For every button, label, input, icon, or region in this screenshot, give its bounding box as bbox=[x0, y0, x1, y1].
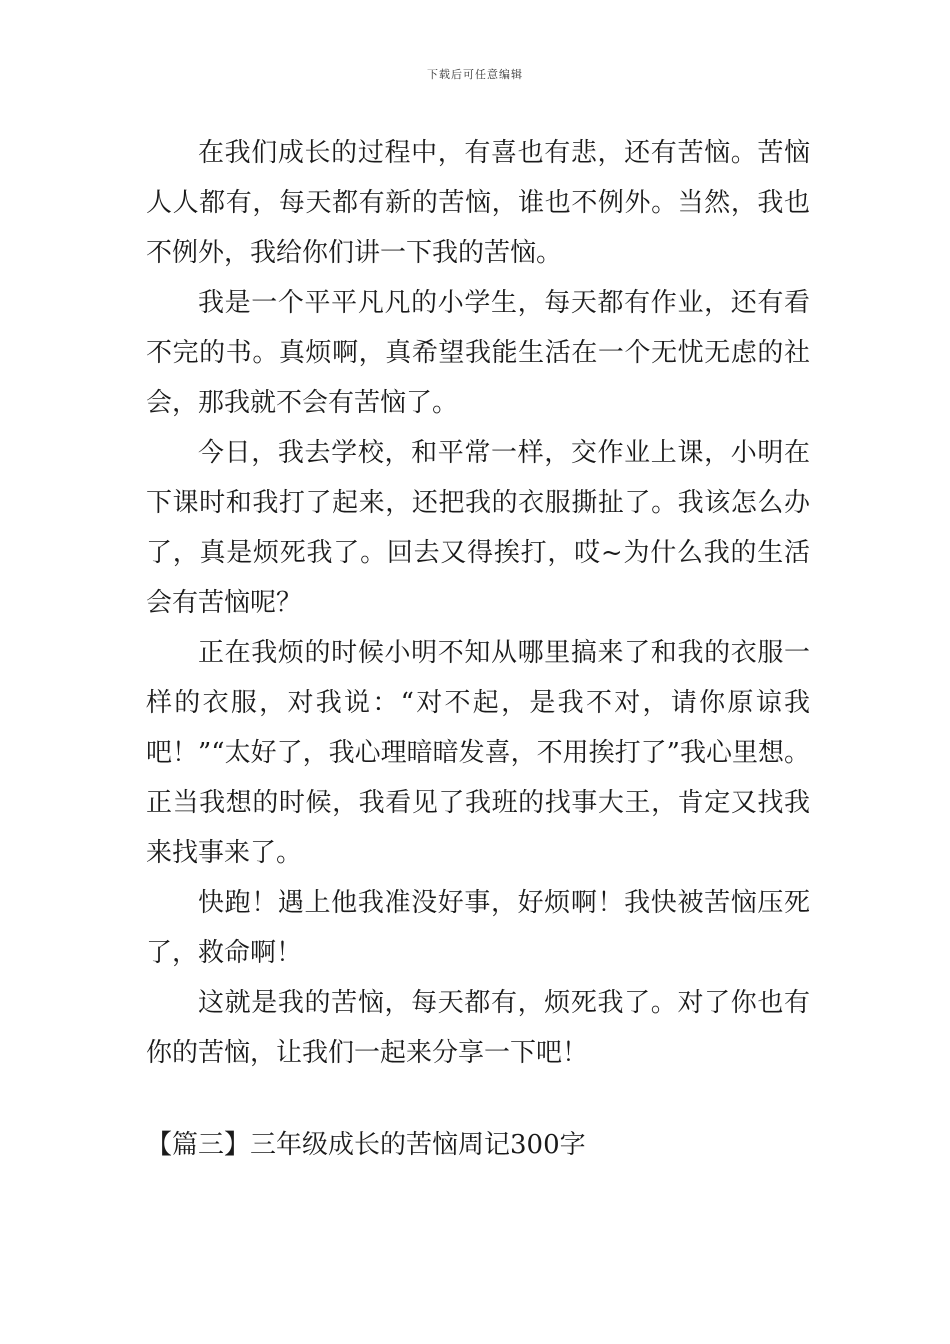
paragraph: 在我们成长的过程中，有喜也有悲，还有苦恼。苦恼人人都有，每天都有新的苦恼，谁也不例外。当然，我也不例外，我给你们讲一下我的苦恼。 bbox=[146, 138, 810, 268]
paragraph: 我是一个平平凡凡的小学生，每天都有作业，还有看不完的书。真烦啊，真希望我能生活在一个无忧无虑的社会，那我就不会有苦恼了。 bbox=[146, 288, 810, 418]
paragraph: 这就是我的苦恼，每天都有，烦死我了。对了你也有你的苦恼，让我们一起来分享一下吧！ bbox=[146, 988, 810, 1068]
paragraph: 今日，我去学校，和平常一样，交作业上课，小明在下课时和我打了起来，还把我的衣服撕扯了。我该怎么办了，真是烦死我了。回去又得挨打，哎~为什么我的生活会有苦恼呢？ bbox=[146, 438, 810, 618]
paragraph: 正在我烦的时候小明不知从哪里搞来了和我的衣服一样的衣服，对我说：“对不起，是我不对，请你原谅我吧！”“太好了，我心理暗暗发喜，不用挨打了”我心里想。正当我想的时候，我看见了我班的找事大王，肯定又找我来找事来了。 bbox=[146, 638, 810, 868]
page-header-note: 下载后可任意编辑 bbox=[427, 68, 523, 81]
section-title: 【篇三】三年级成长的苦恼周记300字 bbox=[146, 1130, 586, 1160]
article-body bbox=[146, 128, 810, 1078]
paragraph: 快跑！遇上他我准没好事，好烦啊！我快被苦恼压死了，救命啊！ bbox=[146, 888, 810, 968]
